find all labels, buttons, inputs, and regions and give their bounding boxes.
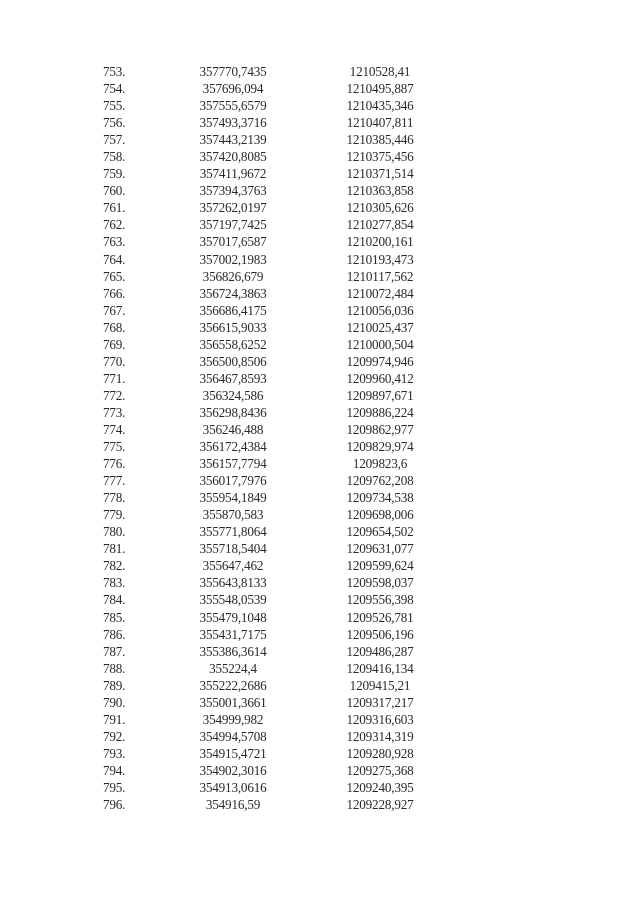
y-coordinate: 1209886,224 — [346, 404, 414, 420]
row-number: 760. — [103, 183, 126, 199]
table-row — [0, 728, 640, 745]
x-coordinate: 357420,8085 — [199, 149, 267, 165]
y-coordinate: 1210495,887 — [346, 81, 414, 97]
row-number: 753. — [103, 64, 126, 79]
x-coordinate: 355718,5404 — [199, 541, 267, 557]
y-coordinate: 1209416,134 — [346, 660, 414, 676]
x-coordinate: 357555,6579 — [199, 98, 267, 114]
row-number: 769. — [103, 336, 126, 352]
y-coordinate: 1209897,671 — [346, 387, 414, 403]
row-number: 790. — [103, 694, 126, 710]
table-row — [0, 370, 640, 387]
y-coordinate: 1209275,368 — [346, 762, 414, 778]
x-coordinate: 356298,8436 — [199, 404, 267, 420]
x-coordinate: 354902,3016 — [199, 762, 267, 778]
y-coordinate: 1210193,473 — [346, 251, 414, 267]
row-number: 763. — [103, 234, 126, 250]
row-number: 759. — [103, 166, 126, 182]
table-row — [0, 591, 640, 608]
table-row — [0, 557, 640, 574]
x-coordinate: 357493,3716 — [199, 115, 267, 131]
x-coordinate: 356157,7794 — [199, 456, 267, 472]
y-coordinate: 1210528,41 — [349, 64, 411, 79]
table-row — [0, 540, 640, 557]
row-number: 780. — [103, 524, 126, 540]
y-coordinate: 1210072,484 — [346, 285, 414, 301]
y-coordinate: 1209415,21 — [349, 677, 411, 693]
y-coordinate: 1209317,217 — [346, 694, 414, 710]
table-row — [0, 489, 640, 506]
y-coordinate: 1209862,977 — [346, 421, 414, 437]
y-coordinate: 1209240,395 — [346, 779, 414, 795]
row-number: 756. — [103, 115, 126, 131]
x-coordinate: 356826,679 — [202, 268, 264, 284]
table-row — [0, 694, 640, 711]
x-coordinate: 355224,4 — [209, 660, 257, 676]
row-number: 793. — [103, 745, 126, 761]
table-row — [0, 131, 640, 148]
table-row — [0, 438, 640, 455]
table-row — [0, 336, 640, 353]
table-row — [0, 472, 640, 489]
x-coordinate: 355386,3614 — [199, 643, 267, 659]
row-number: 794. — [103, 762, 126, 778]
y-coordinate: 1209598,037 — [346, 575, 414, 591]
row-number: 764. — [103, 251, 126, 267]
table-row — [0, 148, 640, 165]
table-row — [0, 404, 640, 421]
row-number: 775. — [103, 439, 126, 455]
row-number: 791. — [103, 711, 126, 727]
x-coordinate: 355647,462 — [202, 558, 264, 574]
row-number: 785. — [103, 609, 126, 625]
table-row — [0, 63, 640, 80]
x-coordinate: 357770,7435 — [199, 64, 267, 79]
x-coordinate: 356246,488 — [202, 421, 264, 437]
row-number: 786. — [103, 626, 126, 642]
x-coordinate: 355870,583 — [202, 507, 264, 523]
row-number: 789. — [103, 677, 126, 693]
x-coordinate: 357017,6587 — [199, 234, 267, 250]
x-coordinate: 357696,094 — [202, 81, 264, 97]
table-row — [0, 285, 640, 302]
x-coordinate: 355548,0539 — [199, 592, 267, 608]
y-coordinate: 1210371,514 — [346, 166, 414, 182]
row-number: 778. — [103, 490, 126, 506]
table-row — [0, 251, 640, 268]
x-coordinate: 356724,3863 — [199, 285, 267, 301]
coordinate-table — [0, 63, 640, 813]
table-row — [0, 574, 640, 591]
table-row — [0, 80, 640, 97]
row-number: 767. — [103, 302, 126, 318]
x-coordinate: 356017,7976 — [199, 473, 267, 489]
table-row — [0, 268, 640, 285]
table-row — [0, 779, 640, 796]
y-coordinate: 1209960,412 — [346, 370, 414, 386]
row-number: 784. — [103, 592, 126, 608]
x-coordinate: 355001,3661 — [199, 694, 267, 710]
table-row — [0, 796, 640, 813]
row-number: 796. — [103, 797, 126, 813]
x-coordinate: 355954,1849 — [199, 490, 267, 506]
row-number: 776. — [103, 456, 126, 472]
y-coordinate: 1209823,6 — [352, 456, 408, 472]
table-row — [0, 199, 640, 216]
y-coordinate: 1209486,287 — [346, 643, 414, 659]
row-number: 766. — [103, 285, 126, 301]
y-coordinate: 1209734,538 — [346, 490, 414, 506]
table-row — [0, 660, 640, 677]
row-number: 761. — [103, 200, 126, 216]
x-coordinate: 355643,8133 — [199, 575, 267, 591]
table-row — [0, 711, 640, 728]
x-coordinate: 356686,4175 — [199, 302, 267, 318]
row-number: 770. — [103, 353, 126, 369]
y-coordinate: 1209314,319 — [346, 728, 414, 744]
row-number: 795. — [103, 779, 126, 795]
row-number: 768. — [103, 319, 126, 335]
y-coordinate: 1209556,398 — [346, 592, 414, 608]
y-coordinate: 1209280,928 — [346, 745, 414, 761]
y-coordinate: 1209698,006 — [346, 507, 414, 523]
table-row — [0, 216, 640, 233]
table-row — [0, 643, 640, 660]
row-number: 774. — [103, 421, 126, 437]
x-coordinate: 355479,1048 — [199, 609, 267, 625]
x-coordinate: 356324,586 — [202, 387, 264, 403]
x-coordinate: 357262,0197 — [199, 200, 267, 216]
table-row — [0, 97, 640, 114]
x-coordinate: 356615,9033 — [199, 319, 267, 335]
row-number: 754. — [103, 81, 126, 97]
y-coordinate: 1210117,562 — [346, 268, 414, 284]
table-row — [0, 114, 640, 131]
x-coordinate: 357197,7425 — [199, 217, 267, 233]
x-coordinate: 356558,6252 — [199, 336, 267, 352]
x-coordinate: 357394,3763 — [199, 183, 267, 199]
table-row — [0, 353, 640, 370]
x-coordinate: 354915,4721 — [199, 745, 267, 761]
y-coordinate: 1209654,502 — [346, 524, 414, 540]
table-row — [0, 182, 640, 199]
x-coordinate: 357411,9672 — [199, 166, 267, 182]
table-row — [0, 302, 640, 319]
x-coordinate: 357002,1983 — [199, 251, 267, 267]
row-number: 755. — [103, 98, 126, 114]
y-coordinate: 1209228,927 — [346, 797, 414, 813]
y-coordinate: 1210305,626 — [346, 200, 414, 216]
table-row — [0, 421, 640, 438]
row-number: 757. — [103, 132, 126, 148]
y-coordinate: 1209829,974 — [346, 439, 414, 455]
y-coordinate: 1210000,504 — [346, 336, 414, 352]
y-coordinate: 1210375,456 — [346, 149, 414, 165]
table-row — [0, 523, 640, 540]
table-row — [0, 626, 640, 643]
y-coordinate: 1210277,854 — [346, 217, 414, 233]
y-coordinate: 1209526,781 — [346, 609, 414, 625]
x-coordinate: 354994,5708 — [199, 728, 267, 744]
x-coordinate: 357443,2139 — [199, 132, 267, 148]
y-coordinate: 1209762,208 — [346, 473, 414, 489]
table-row — [0, 233, 640, 250]
y-coordinate: 1210025,437 — [346, 319, 414, 335]
row-number: 758. — [103, 149, 126, 165]
y-coordinate: 1210407,811 — [346, 115, 414, 131]
table-row — [0, 609, 640, 626]
table-row — [0, 387, 640, 404]
row-number: 782. — [103, 558, 126, 574]
x-coordinate: 355222,2686 — [199, 677, 267, 693]
table-row — [0, 165, 640, 182]
x-coordinate: 356172,4384 — [199, 439, 267, 455]
y-coordinate: 1210385,446 — [346, 132, 414, 148]
table-row — [0, 677, 640, 694]
x-coordinate: 354916,59 — [205, 797, 261, 813]
table-row — [0, 762, 640, 779]
table-row — [0, 319, 640, 336]
x-coordinate: 355431,7175 — [199, 626, 267, 642]
row-number: 788. — [103, 660, 126, 676]
row-number: 762. — [103, 217, 126, 233]
row-number: 777. — [103, 473, 126, 489]
x-coordinate: 354913,0616 — [199, 779, 267, 795]
x-coordinate: 355771,8064 — [199, 524, 267, 540]
y-coordinate: 1209599,624 — [346, 558, 414, 574]
row-number: 771. — [103, 370, 126, 386]
row-number: 783. — [103, 575, 126, 591]
row-number: 792. — [103, 728, 126, 744]
y-coordinate: 1209974,946 — [346, 353, 414, 369]
row-number: 779. — [103, 507, 126, 523]
y-coordinate: 1210363,858 — [346, 183, 414, 199]
x-coordinate: 354999,982 — [202, 711, 264, 727]
table-row — [0, 506, 640, 523]
y-coordinate: 1209316,603 — [346, 711, 414, 727]
y-coordinate: 1210056,036 — [346, 302, 414, 318]
table-row — [0, 455, 640, 472]
y-coordinate: 1209506,196 — [346, 626, 414, 642]
y-coordinate: 1209631,077 — [346, 541, 414, 557]
row-number: 772. — [103, 387, 126, 403]
row-number: 773. — [103, 404, 126, 420]
row-number: 787. — [103, 643, 126, 659]
x-coordinate: 356500,8506 — [199, 353, 267, 369]
table-row — [0, 745, 640, 762]
row-number: 765. — [103, 268, 126, 284]
x-coordinate: 356467,8593 — [199, 370, 267, 386]
y-coordinate: 1210435,346 — [346, 98, 414, 114]
y-coordinate: 1210200,161 — [346, 234, 414, 250]
row-number: 781. — [103, 541, 126, 557]
